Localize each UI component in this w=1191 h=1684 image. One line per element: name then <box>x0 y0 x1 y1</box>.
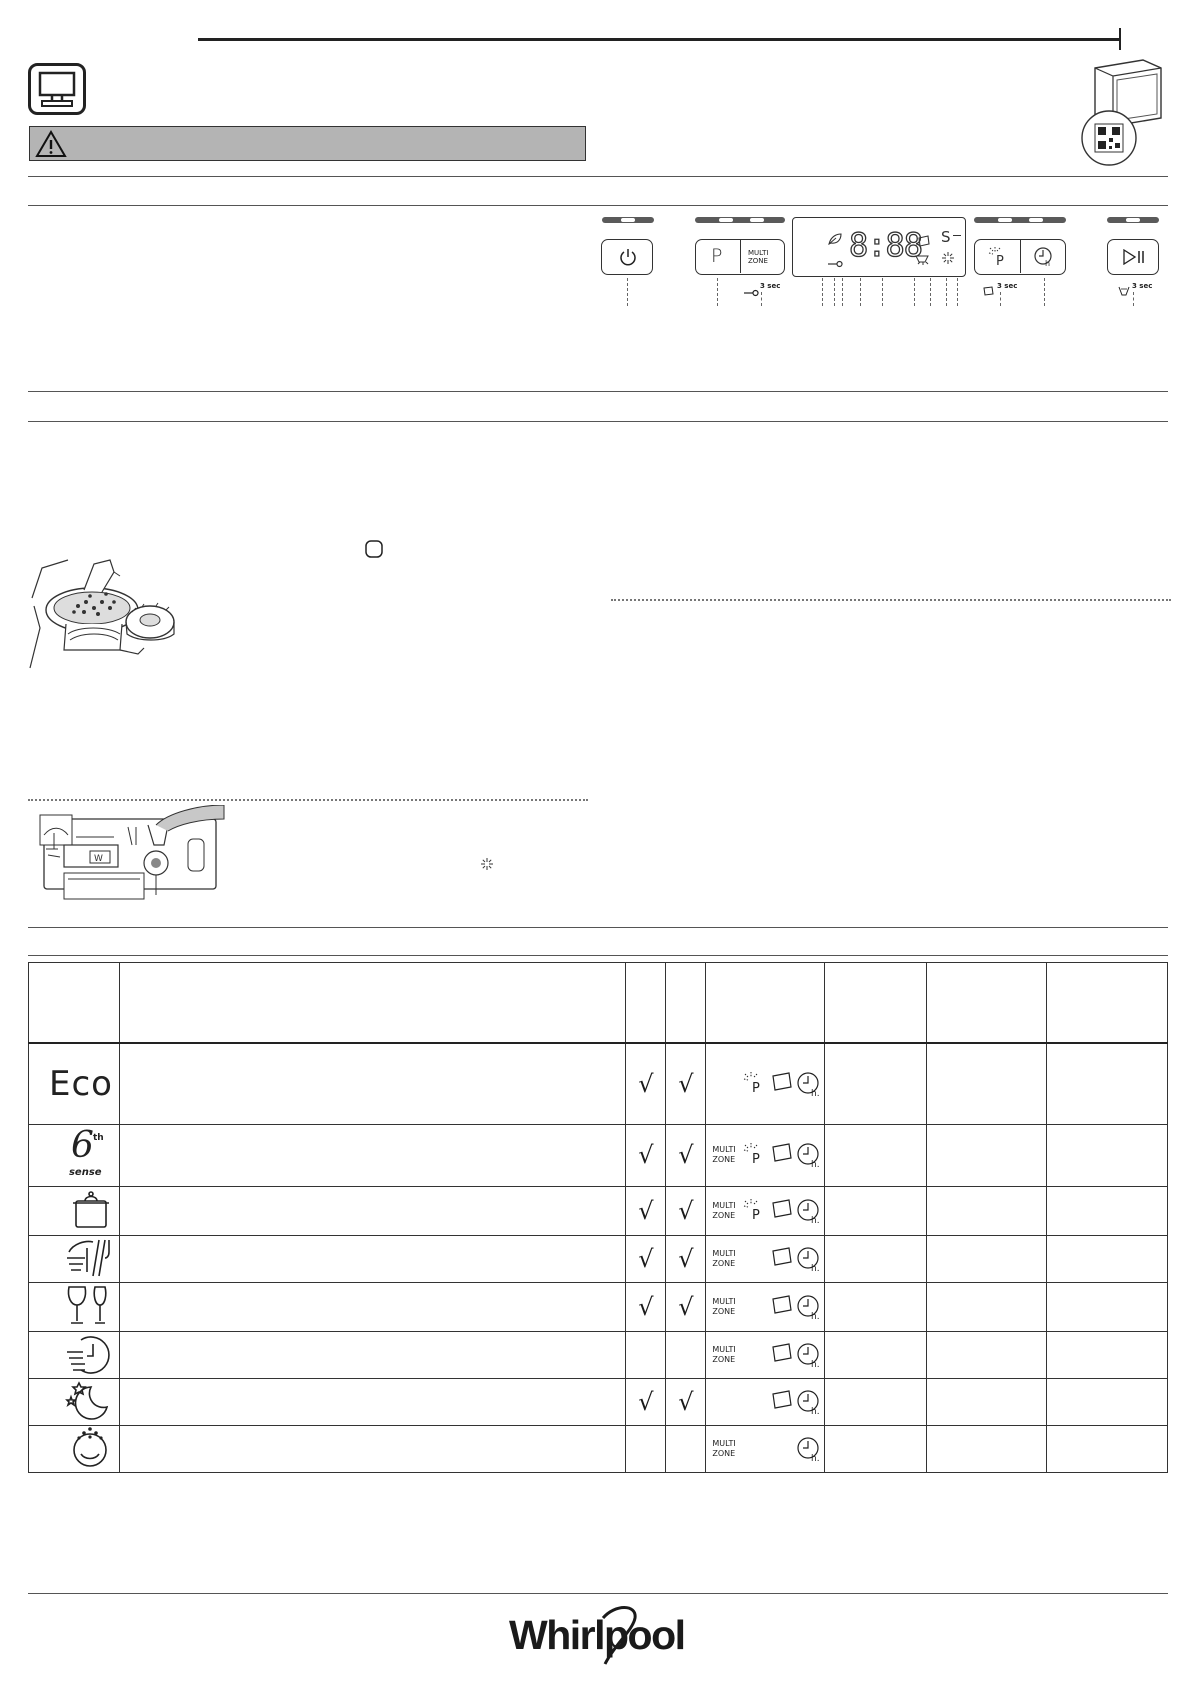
sparkle-display-icon <box>941 250 955 269</box>
callout-leader <box>822 278 823 306</box>
dotted-separator-left <box>28 799 588 801</box>
delay-icon <box>1033 246 1055 272</box>
multizone-label: ZONE <box>712 1210 736 1220</box>
top-rule-end <box>1119 28 1121 50</box>
delay-icon <box>796 1071 824 1101</box>
delay-icon <box>796 1142 824 1172</box>
section-divider-3 <box>28 391 1168 392</box>
multizone-label: ZONE <box>712 1354 736 1364</box>
svg-text:h.: h. <box>811 1406 820 1415</box>
multizone-label-2: ZONE <box>748 257 768 265</box>
section-divider-5 <box>28 927 1168 928</box>
program-options-cell <box>706 1124 825 1186</box>
program-value-cell <box>927 1331 1047 1378</box>
table-row <box>29 1235 1168 1282</box>
section-divider-6 <box>28 955 1168 956</box>
program-description-cell <box>119 1186 626 1235</box>
program-value-cell <box>927 1235 1047 1282</box>
multizone-label-1: MULTI <box>748 249 769 257</box>
table-row <box>29 1282 1168 1331</box>
svg-text:P: P <box>752 1207 761 1222</box>
check-cell: √ <box>666 1235 706 1282</box>
header-cell <box>119 963 626 1043</box>
svg-text:P: P <box>752 1080 761 1095</box>
callout-leader <box>717 278 718 306</box>
delay-icon <box>796 1198 824 1228</box>
program-value-cell <box>1047 1331 1168 1378</box>
tablet-icon <box>770 1142 794 1168</box>
program-value-cell <box>927 1043 1047 1125</box>
program-value-cell <box>927 1425 1047 1472</box>
program-value-cell <box>825 1425 927 1472</box>
warning-bar <box>29 126 586 161</box>
program-icon-cell <box>29 1186 120 1235</box>
program-description-cell <box>119 1425 626 1472</box>
program-description-cell <box>119 1378 626 1425</box>
program-icon-cell <box>29 1331 120 1378</box>
dotted-separator-right <box>611 599 1171 601</box>
pot-icon <box>69 1187 113 1235</box>
check-cell: √ <box>626 1124 666 1186</box>
svg-text:h.: h. <box>811 1263 820 1272</box>
program-value-cell <box>1047 1425 1168 1472</box>
glass-icon <box>63 1283 113 1331</box>
multizone-label: ZONE <box>712 1306 736 1316</box>
tablet-icon <box>770 1342 794 1368</box>
tablet-display-icon <box>917 232 931 251</box>
led-start <box>1107 217 1159 223</box>
power-clean-button[interactable] <box>975 240 1021 273</box>
table-row <box>29 1186 1168 1235</box>
check-cell: √ <box>666 1282 706 1331</box>
callout-leader <box>1133 292 1134 306</box>
callout-leader <box>882 278 883 306</box>
program-icon-cell <box>29 1282 120 1331</box>
prewash-icon <box>67 1426 113 1472</box>
eco-icon <box>49 1064 113 1104</box>
multizone-label: ZONE <box>712 1258 736 1268</box>
delay-icon <box>796 1294 824 1324</box>
check-cell: √ <box>626 1186 666 1235</box>
key-lock-icon <box>743 282 759 301</box>
section-divider-4 <box>28 421 1168 422</box>
multizone-button[interactable] <box>741 240 784 273</box>
start-hold-time: 3 sec <box>1132 282 1153 290</box>
header-cell <box>706 963 825 1043</box>
callout-leader <box>627 278 628 306</box>
check-cell: √ <box>666 1043 706 1125</box>
program-icon-cell <box>29 1378 120 1425</box>
power-icon <box>618 247 638 271</box>
section-divider-2 <box>28 205 1168 206</box>
warning-icon <box>35 130 67 162</box>
whirlpool-logo <box>505 1604 695 1666</box>
callout-leader <box>1044 278 1045 306</box>
power-clean-icon <box>742 1071 768 1099</box>
svg-text:h: h <box>1045 259 1051 268</box>
option-buttons <box>974 239 1066 275</box>
led-program <box>695 217 785 223</box>
callout-leader <box>1000 292 1001 306</box>
delay-icon <box>796 1389 824 1419</box>
table-row <box>29 1331 1168 1378</box>
daily-icon <box>63 1236 113 1282</box>
program-icon-cell <box>29 1425 120 1472</box>
svg-text:h.: h. <box>811 1160 820 1168</box>
program-value-cell <box>1047 1235 1168 1282</box>
led-power <box>602 217 654 223</box>
multizone-hold-time: 3 sec <box>760 282 781 290</box>
program-label: P <box>711 245 723 267</box>
top-rule <box>198 38 1120 41</box>
program-options-cell <box>706 1378 825 1425</box>
program-value-cell <box>927 1186 1047 1235</box>
check-cell: √ <box>666 1186 706 1235</box>
program-value-cell <box>927 1378 1047 1425</box>
check-cell: √ <box>626 1235 666 1282</box>
key-lock-display-icon <box>827 253 843 272</box>
multizone-label: ZONE <box>712 1448 736 1458</box>
program-value-cell <box>825 1282 927 1331</box>
check-cell: √ <box>626 1282 666 1331</box>
callout-leader <box>860 278 861 306</box>
check-cell <box>666 1425 706 1472</box>
header-cell <box>825 963 927 1043</box>
salt-display-label: S <box>941 228 951 246</box>
rinse-aid-display-icon <box>914 251 932 270</box>
brand-wordmark: Whirlpool <box>509 1612 685 1658</box>
tablet-icon <box>770 1198 794 1224</box>
led-options <box>974 217 1066 223</box>
program-options-cell <box>706 1331 825 1378</box>
callout-leader <box>914 278 915 306</box>
callout-leader <box>946 278 947 306</box>
program-icon-cell <box>29 1235 120 1282</box>
multizone-label: MULTI <box>712 1296 736 1306</box>
eco-label: Eco <box>48 1063 113 1104</box>
table-header-row <box>29 963 1168 1043</box>
sixth-sense-icon <box>65 1125 109 1181</box>
rinse-aid-sparkle-icon <box>480 856 494 875</box>
multizone-label: MULTI <box>712 1344 736 1354</box>
power-clean-icon <box>742 1198 768 1226</box>
svg-text:h.: h. <box>811 1311 820 1320</box>
delay-icon <box>796 1436 824 1466</box>
program-value-cell <box>1047 1378 1168 1425</box>
sixth-sense-number: 6 <box>70 1125 94 1166</box>
program-description-cell <box>119 1331 626 1378</box>
program-value-cell <box>927 1124 1047 1186</box>
rinse-aid-illustration <box>28 805 228 905</box>
program-value-cell <box>1047 1186 1168 1235</box>
tablet-hold-icon <box>983 281 995 300</box>
svg-text:P: P <box>752 1152 761 1166</box>
header-cell <box>29 963 120 1043</box>
callout-leader <box>834 278 835 306</box>
delay-icon <box>796 1246 824 1276</box>
callout-leader <box>842 278 843 306</box>
multizone-label: MULTI <box>712 1248 736 1258</box>
night-icon <box>63 1379 113 1425</box>
check-cell: √ <box>666 1378 706 1425</box>
tablet-icon <box>770 1071 794 1097</box>
program-value-cell <box>1047 1282 1168 1331</box>
check-cell: √ <box>626 1378 666 1425</box>
svg-text:W: W <box>94 854 103 864</box>
program-options-cell <box>706 1186 825 1235</box>
program-options-cell <box>706 1425 825 1472</box>
svg-text:h.: h. <box>811 1088 820 1097</box>
display-panel <box>792 217 966 277</box>
check-cell: √ <box>666 1124 706 1186</box>
check-cell <box>626 1425 666 1472</box>
check-cell: √ <box>626 1043 666 1125</box>
svg-text:h.: h. <box>811 1215 820 1224</box>
program-options-cell <box>706 1235 825 1282</box>
tablet-icon <box>770 1294 794 1320</box>
cancel-hold-icon <box>1118 281 1130 300</box>
svg-text:h.: h. <box>811 1453 820 1462</box>
program-value-cell <box>825 1331 927 1378</box>
footer-divider <box>28 1593 1168 1594</box>
program-button[interactable] <box>696 240 741 273</box>
monitor-icon <box>28 63 86 115</box>
program-description-cell <box>119 1124 626 1186</box>
program-value-cell <box>825 1378 927 1425</box>
tablet-hold-time: 3 sec <box>997 282 1018 290</box>
table-row <box>29 1378 1168 1425</box>
table-row <box>29 1124 1168 1186</box>
program-description-cell <box>119 1235 626 1282</box>
program-description-cell <box>119 1043 626 1125</box>
header-cell <box>927 963 1047 1043</box>
salt-symbol-icon <box>365 540 382 557</box>
table-row <box>29 1425 1168 1472</box>
power-clean-icon <box>742 1142 768 1170</box>
callout-leader <box>930 278 931 306</box>
tablet-icon <box>770 1389 794 1415</box>
program-value-cell <box>825 1235 927 1282</box>
fast-icon <box>63 1332 113 1378</box>
multizone-label: MULTI <box>712 1145 736 1154</box>
multizone-label: ZONE <box>712 1155 736 1164</box>
program-value-cell <box>1047 1124 1168 1186</box>
program-value-cell <box>825 1186 927 1235</box>
sixth-sense-word: sense <box>68 1167 102 1178</box>
program-buttons <box>695 239 785 275</box>
header-cell <box>626 963 666 1043</box>
salt-reservoir-illustration <box>28 558 176 678</box>
program-icon-cell <box>29 1043 120 1125</box>
salt-dash-icon <box>953 235 961 236</box>
display-digits: 8:88 <box>849 226 923 264</box>
tablet-icon <box>770 1246 794 1272</box>
callout-leader <box>957 278 958 306</box>
power-button[interactable] <box>601 239 653 275</box>
check-cell <box>626 1331 666 1378</box>
header-cell <box>666 963 706 1043</box>
svg-text:h.: h. <box>811 1359 820 1368</box>
program-value-cell <box>825 1124 927 1186</box>
programs-table <box>28 962 1168 1473</box>
program-icon-cell <box>29 1124 120 1186</box>
check-cell <box>666 1331 706 1378</box>
section-divider-1 <box>28 176 1168 177</box>
multizone-label: MULTI <box>712 1200 736 1210</box>
program-value-cell <box>825 1043 927 1125</box>
play-pause-icon <box>1122 249 1146 269</box>
eco-leaf-icon <box>827 231 843 250</box>
program-value-cell <box>1047 1043 1168 1125</box>
header-cell <box>1047 963 1168 1043</box>
program-value-cell <box>927 1282 1047 1331</box>
program-description-cell <box>119 1282 626 1331</box>
program-options-cell <box>706 1282 825 1331</box>
delay-button[interactable] <box>1021 240 1065 273</box>
sixth-sense-suffix: th <box>92 1133 104 1143</box>
program-options-cell <box>706 1043 825 1125</box>
dishwasher-qr-icon <box>1073 58 1165 166</box>
callout-leader <box>761 292 762 306</box>
svg-text:P: P <box>996 254 1004 268</box>
delay-icon <box>796 1342 824 1372</box>
multizone-label: MULTI <box>712 1438 736 1448</box>
power-clean-icon <box>987 246 1009 272</box>
start-pause-button[interactable] <box>1107 239 1159 275</box>
table-row <box>29 1043 1168 1125</box>
